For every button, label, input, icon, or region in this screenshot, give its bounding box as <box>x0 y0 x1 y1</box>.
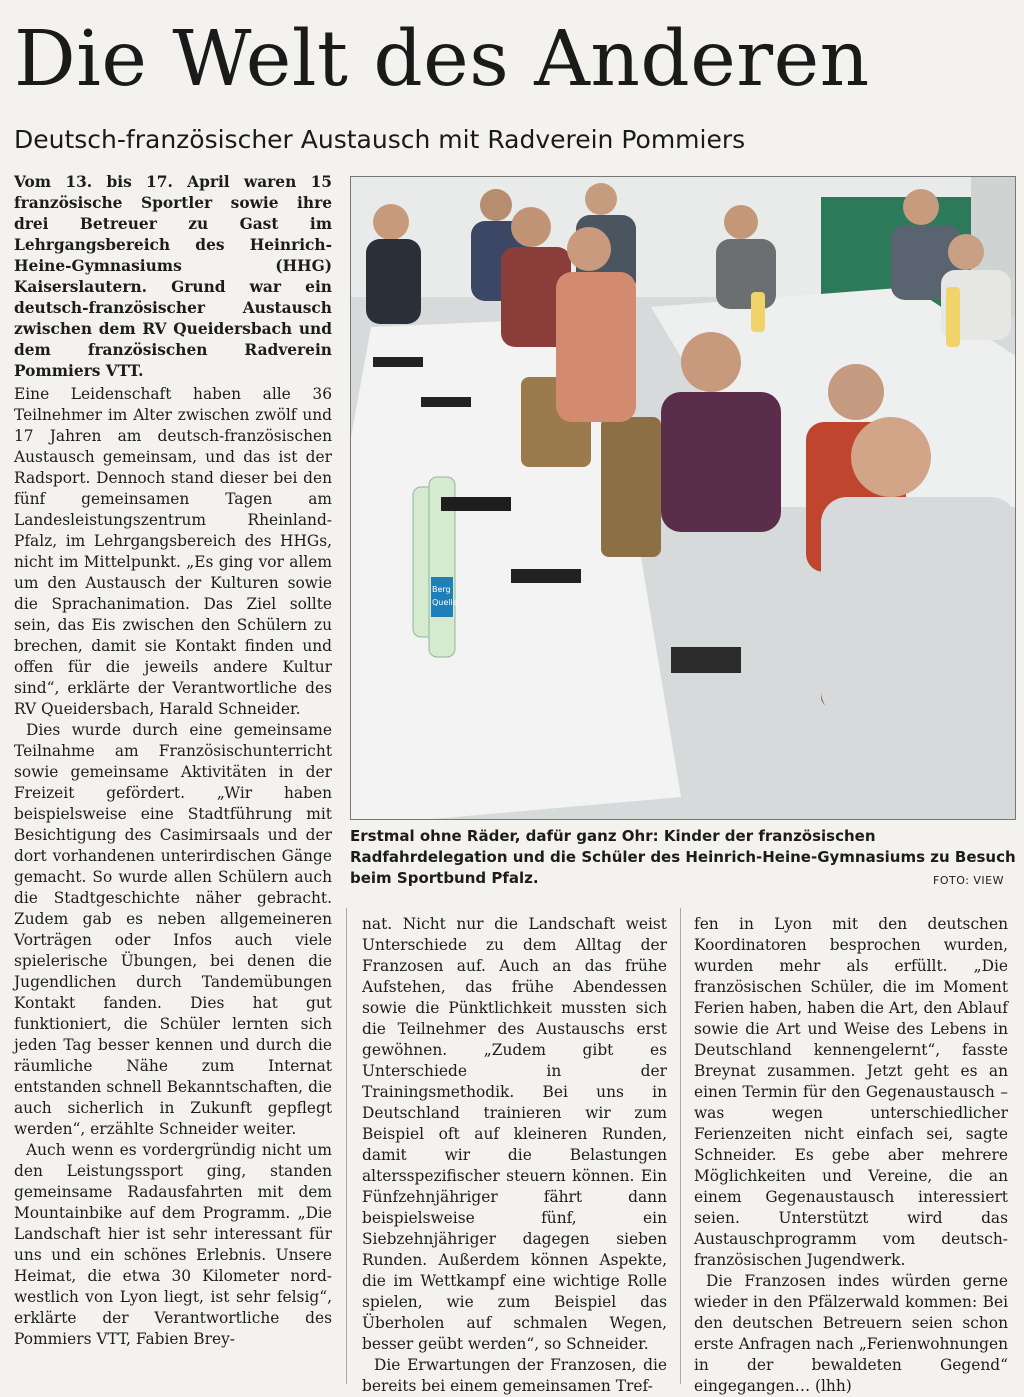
paragraph: nat. Nicht nur die Landschaft weist Unterschiede zu dem Alltag der Franzosen auf. Auch an das frühe Aufstehen, das frühe Abendessen sowie die Pünktlichkeit mussten sich die Teilnehmer des Austauschs erst gewöhnen. „Zudem gibt es Unterschiede in der Trainingsmethodik. Bei uns in Deutschland trainieren wir zum Beispiel oft auf kleineren Runden, damit wir die Belastungen altersspezifischer steuern können. Ein Fünfzehnjähriger fährt dann beispielsweise fünf, ein Siebzehnjähriger dagegen sieben Runden. Außerdem können Aspekte, die im Wettkampf eine wichtige Rolle spielen, wie zum Beispiel das Überholen auf schmalen Wegen, besser geübt werden“, so Schneider. <box>362 915 667 1353</box>
photo-caption: Erstmal ohne Räder, dafür ganz Ohr: Kinder der französischen Radfahrdelegation und die Schüler des Heinrich-Heine-Gymnasiums zu Besuch beim Sportbund Pfalz. <box>350 827 1016 887</box>
bottle-label: Quelle <box>432 598 458 607</box>
paragraph: fen in Lyon mit den deutschen Koordinatoren besprochen wurden, wurden mehr als erfüllt. „Die französischen Schüler, die im Moment Ferien haben, haben die Art, den Ablauf sowie die Art und Weise des Lebens in Deutschland kennengelernt“, fasste Breynat zusammen. Jetzt geht es an einen Termin für den Gegenaustausch – was wegen unterschiedlicher Ferienzeiten nicht einfach sei, sagte Schneider. Es gebe aber mehrere Möglichkeiten und Vereine, die an einem Gegenaustausch interessiert seien. Unterstützt wird das Austauschprogramm vom deutsch-französischen Jugendwerk. <box>694 915 1008 1269</box>
paragraph: Die Erwartungen der Franzosen, die bereits bei einem gemeinsamen Tref- <box>362 1356 667 1395</box>
paragraph: Auch wenn es vordergründig nicht um den Leistungssport ging, standen gemeinsame Radausfahrten mit dem Mountainbike auf dem Programm. „Die Landschaft hier ist sehr interessant für uns und ein schönes Erlebnis. Unsere Heimat, die etwa 30 Kilometer nord-westlich von Lyon liegt, ist sehr felsig“, erklärte der Verantwortliche des Pommiers VTT, Fabien Brey- <box>14 1141 332 1348</box>
paragraph: Dies wurde durch eine gemeinsame Teilnahme am Französischunterricht sowie gemeinsame Aktivitäten in der Freizeit gefördert. „Wir haben beispielsweise eine Stadtführung mit Besichtigung des Casimirsaals und der dort vorhandenen unterirdischen Gänge gemacht. So wurde allen Schülern auch die Stadtgeschichte näher gebracht. Zudem gab es neben allgemeineren Vorträgen oder Infos auch viele spielerische Übungen, bei denen die Jugendlichen durch Tandemübungen Kontakt fanden. Dies hat gut funktioniert, die Schüler lernten sich jeden Tag besser kennen und durch die räumliche Nähe zum Internat entstanden schnell Bekanntschaften, die auch sicherlich in Zukunft gepflegt werden“, erzählte Schneider weiter. <box>14 721 332 1138</box>
paragraph: Die Franzosen indes würden gerne wieder in den Pfälzerwald kommen: Bei den deutschen Betreuern seien schon erste Anfragen nach „Ferienwohnungen in der bewaldeten Gegend“ eingegangen… (lhh) <box>694 1272 1008 1395</box>
article-photo <box>350 176 1016 820</box>
article-column-2 <box>362 914 667 1397</box>
photo-credit: FOTO: VIEW <box>933 874 1004 887</box>
bottle-label: Berg <box>432 585 451 594</box>
paragraph: Eine Leidenschaft haben alle 36 Teilnehmer im Alter zwischen zwölf und 17 Jahren am deutsch-französischen Austausch gemeinsam, und das ist der Radsport. Dennoch stand dieser bei den fünf gemeinsamen Tagen am Landesleistungszentrum Rheinland-Pfalz, im Lehrgangsbereich des HHGs, nicht im Mittelpunkt. „Es ging vor allem um den Austausch der Kulturen sowie die Sprachanimation. Das Ziel sollte sein, das Eis zwischen den Schülern zu brechen, damit sie Kontakt finden und offen für die jeweils andere Kultur sind“, erklärte der Verantwortliche des RV Queidersbach, Harald Schneider. <box>14 385 332 718</box>
photo-students-at-tables <box>351 177 1016 820</box>
lead-paragraph: Vom 13. bis 17. April waren 15 französische Sportler sowie ihre drei Betreuer zu Gast im Lehrgangsbereich des Heinrich-Heine-Gymnasiums (HHG) Kaiserslautern. Grund war ein deutsch-französischer Austausch zwischen dem RV Queidersbach und dem französischen Radverein Pommiers VTT. <box>14 173 332 380</box>
subheadline: Deutsch-französischer Austausch mit Radverein Pommiers <box>14 125 746 154</box>
article-column-1 <box>14 384 332 1350</box>
headline: Die Welt des Anderen <box>14 15 870 104</box>
article-column-3 <box>694 914 1008 1397</box>
column-divider <box>680 908 681 1384</box>
column-divider <box>346 908 347 1384</box>
